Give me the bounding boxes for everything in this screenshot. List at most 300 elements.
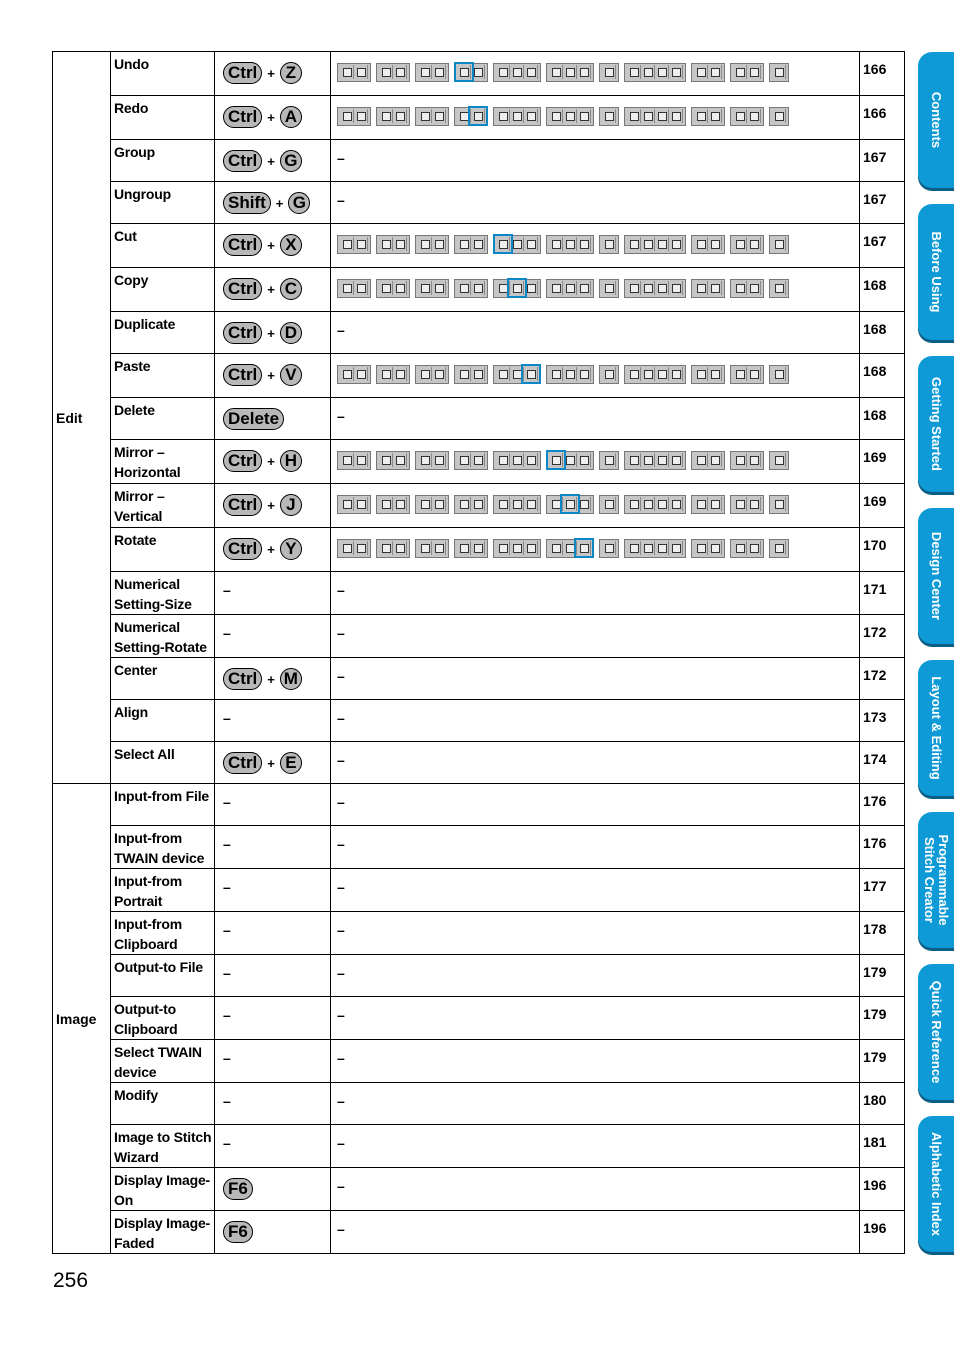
toolbar-group (376, 63, 410, 82)
page-reference: 167 (860, 224, 905, 268)
toolbar-group (624, 279, 686, 298)
b6-icon (708, 237, 722, 251)
shortcut-cell (215, 1211, 331, 1254)
toolbar-group (599, 63, 619, 82)
toolbar-group (454, 107, 488, 126)
b2-icon (641, 281, 655, 295)
toolbar-cell (331, 1040, 860, 1083)
dash: – (337, 668, 345, 684)
toolbar-group (599, 107, 619, 126)
new-icon (340, 237, 354, 251)
b7-icon (733, 65, 747, 79)
export-icon (393, 237, 407, 251)
toolbar-group (599, 495, 619, 514)
toolbar-group (546, 539, 594, 558)
toolbar-group (454, 365, 488, 384)
key-cap: Ctrl (223, 234, 262, 256)
export-icon (393, 109, 407, 123)
redo-icon (471, 367, 485, 381)
b8-icon (747, 281, 761, 295)
toolbar-group (769, 235, 789, 254)
saveas-icon (432, 109, 446, 123)
toolbar-group (376, 539, 410, 558)
key-cap: E (280, 752, 302, 774)
toolbar-cell (331, 997, 860, 1040)
zoom-icon (602, 497, 616, 511)
command-name: Copy (111, 268, 215, 312)
copy-icon (510, 281, 524, 295)
toolbar-group (730, 107, 764, 126)
b1-icon (627, 237, 641, 251)
toolbar-group (376, 235, 410, 254)
command-name: Group (111, 140, 215, 182)
b5-icon (694, 65, 708, 79)
mirror-h-icon (549, 497, 563, 511)
b2-icon (641, 453, 655, 467)
key-cap: J (280, 494, 302, 516)
key-cap: G (280, 150, 302, 172)
toolbar-cell (331, 52, 860, 96)
key-cap: V (280, 364, 302, 386)
command-name: Ungroup (111, 182, 215, 224)
table-row (53, 658, 905, 700)
side-tab-design-center[interactable] (918, 508, 954, 644)
toolbar-group (337, 279, 371, 298)
side-tab-contents[interactable] (918, 52, 954, 188)
dash: – (337, 710, 345, 726)
b1-icon (627, 453, 641, 467)
plus-sign: + (267, 65, 275, 81)
b3-icon (655, 453, 669, 467)
import-icon (379, 281, 393, 295)
b9-icon (772, 367, 786, 381)
b1-icon (627, 541, 641, 555)
b6-icon (708, 453, 722, 467)
b6-icon (708, 65, 722, 79)
toolbar-cell (331, 268, 860, 312)
b6-icon (708, 367, 722, 381)
toolbar-group (415, 235, 449, 254)
page-reference: 179 (860, 955, 905, 997)
b8-icon (747, 109, 761, 123)
shortcut-cell (215, 700, 331, 742)
plus-sign: + (267, 281, 275, 297)
toolbar-group (730, 451, 764, 470)
save-icon (418, 109, 432, 123)
toolbar-group (493, 107, 541, 126)
b2-icon (641, 65, 655, 79)
table-row (53, 997, 905, 1040)
command-name: Select All (111, 742, 215, 784)
key-cap: Z (280, 62, 302, 84)
toolbar-group (376, 279, 410, 298)
command-name: Input-from File (111, 784, 215, 826)
mirror-h-icon (549, 109, 563, 123)
b4-icon (669, 453, 683, 467)
mirror-v-icon (563, 367, 577, 381)
command-name: Rotate (111, 528, 215, 572)
table-row (53, 742, 905, 784)
cut-icon (496, 367, 510, 381)
mirror-v-icon (563, 109, 577, 123)
toolbar-group (454, 495, 488, 514)
zoom-icon (602, 541, 616, 555)
toolbar-group (337, 495, 371, 514)
page-reference: 168 (860, 398, 905, 440)
table-row (53, 1125, 905, 1168)
shortcut-cell (215, 140, 331, 182)
b5-icon (694, 367, 708, 381)
b5-icon (694, 281, 708, 295)
key-cap: H (280, 450, 302, 472)
toolbar-group (337, 451, 371, 470)
shortcut-cell (215, 440, 331, 484)
command-name: Select TWAIN device (111, 1040, 215, 1083)
save-icon (418, 237, 432, 251)
undo-icon (457, 367, 471, 381)
b2-icon (641, 541, 655, 555)
dash: – (337, 1093, 345, 1109)
dash: – (337, 1178, 345, 1194)
key-cap: Shift (223, 192, 271, 214)
rotate-icon (577, 367, 591, 381)
zoom-icon (602, 281, 616, 295)
table-row (53, 826, 905, 869)
paste-icon (524, 497, 538, 511)
open-icon (354, 541, 368, 555)
mirror-v-icon (563, 497, 577, 511)
table-row (53, 1211, 905, 1254)
b7-icon (733, 367, 747, 381)
paste-icon (524, 367, 538, 381)
b7-icon (733, 497, 747, 511)
toolbar-cell (331, 398, 860, 440)
page-reference: 167 (860, 140, 905, 182)
toolbar-image (337, 106, 859, 126)
toolbar-group (691, 107, 725, 126)
toolbar-cell (331, 1125, 860, 1168)
b1-icon (627, 367, 641, 381)
dash: – (337, 582, 345, 598)
toolbar-cell (331, 700, 860, 742)
shortcut-cell (215, 826, 331, 869)
page-reference: 171 (860, 572, 905, 615)
toolbar-group (769, 495, 789, 514)
side-tab-alphabetic-index[interactable] (918, 1116, 954, 1252)
toolbar-group (730, 279, 764, 298)
toolbar-cell (331, 140, 860, 182)
toolbar-group (493, 539, 541, 558)
redo-icon (471, 237, 485, 251)
toolbar-cell (331, 96, 860, 140)
toolbar-cell (331, 742, 860, 784)
b7-icon (733, 541, 747, 555)
command-name: Input-from Portrait (111, 869, 215, 912)
saveas-icon (432, 497, 446, 511)
toolbar-group (599, 451, 619, 470)
new-icon (340, 541, 354, 555)
table-row (53, 52, 905, 96)
shortcut-cell (215, 615, 331, 658)
rotate-icon (577, 281, 591, 295)
dash: – (337, 752, 345, 768)
toolbar-group (415, 279, 449, 298)
shortcut-cell (215, 398, 331, 440)
undo-icon (457, 65, 471, 79)
dash: – (337, 922, 345, 938)
toolbar-group (454, 235, 488, 254)
key-cap: Ctrl (223, 322, 262, 344)
b6-icon (708, 541, 722, 555)
table-row (53, 955, 905, 997)
key-cap: Ctrl (223, 538, 262, 560)
copy-icon (510, 367, 524, 381)
page-reference: 168 (860, 312, 905, 354)
key-cap: Ctrl (223, 450, 262, 472)
page-number: 256 (53, 1269, 89, 1292)
plus-sign: + (267, 237, 275, 253)
toolbar-group (730, 365, 764, 384)
b3-icon (655, 109, 669, 123)
saveas-icon (432, 367, 446, 381)
b1-icon (627, 281, 641, 295)
toolbar-cell (331, 1168, 860, 1211)
b3-icon (655, 281, 669, 295)
paste-icon (524, 237, 538, 251)
mirror-v-icon (563, 281, 577, 295)
toolbar-group (730, 235, 764, 254)
b9-icon (772, 237, 786, 251)
b3-icon (655, 65, 669, 79)
toolbar-group (337, 63, 371, 82)
plus-sign: + (267, 109, 275, 125)
b1-icon (627, 497, 641, 511)
undo-icon (457, 541, 471, 555)
page-reference: 168 (860, 354, 905, 398)
saveas-icon (432, 453, 446, 467)
side-tab-before-using[interactable] (918, 204, 954, 340)
rotate-icon (577, 237, 591, 251)
b4-icon (669, 237, 683, 251)
saveas-icon (432, 541, 446, 555)
page-reference: 166 (860, 52, 905, 96)
menu-group-label: Edit (53, 52, 111, 784)
side-tab-quick-reference[interactable] (918, 964, 954, 1100)
key-cap: Ctrl (223, 62, 262, 84)
saveas-icon (432, 237, 446, 251)
plus-sign: + (267, 367, 275, 383)
toolbar-group (730, 63, 764, 82)
b3-icon (655, 367, 669, 381)
plus-sign: + (275, 195, 284, 211)
open-icon (354, 453, 368, 467)
shortcut-cell (215, 784, 331, 826)
page-reference: 176 (860, 784, 905, 826)
command-name: Display Image-On (111, 1168, 215, 1211)
paste-icon (524, 65, 538, 79)
key-cap: X (280, 234, 302, 256)
import-icon (379, 497, 393, 511)
shortcut-cell (215, 52, 331, 96)
key-cap: F6 (223, 1178, 253, 1200)
shortcut-cell (215, 268, 331, 312)
undo-icon (457, 453, 471, 467)
side-tab-layout-editing[interactable] (918, 660, 954, 796)
paste-icon (524, 541, 538, 555)
mirror-h-icon (549, 541, 563, 555)
dash: – (337, 1135, 345, 1151)
table-row (53, 528, 905, 572)
b9-icon (772, 541, 786, 555)
page-reference: 179 (860, 1040, 905, 1083)
page-reference: 176 (860, 826, 905, 869)
toolbar-group (493, 279, 541, 298)
toolbar-cell (331, 869, 860, 912)
dash: – (337, 1050, 345, 1066)
cut-icon (496, 453, 510, 467)
toolbar-group (546, 279, 594, 298)
side-tab-getting-started[interactable] (918, 356, 954, 492)
dash: – (223, 582, 231, 598)
toolbar-group (337, 365, 371, 384)
save-icon (418, 497, 432, 511)
shortcut-cell (215, 96, 331, 140)
toolbar-group (599, 365, 619, 384)
b1-icon (627, 65, 641, 79)
dash: – (223, 1135, 231, 1151)
shortcut-cell (215, 1125, 331, 1168)
toolbar-group (376, 365, 410, 384)
cut-icon (496, 541, 510, 555)
import-icon (379, 65, 393, 79)
command-name: Mirror – Horizontal (111, 440, 215, 484)
toolbar-group (624, 107, 686, 126)
new-icon (340, 109, 354, 123)
toolbar-cell (331, 955, 860, 997)
side-tab-programmable-stitch-creator[interactable] (918, 812, 954, 948)
page-reference: 173 (860, 700, 905, 742)
shortcut-cell (215, 997, 331, 1040)
open-icon (354, 367, 368, 381)
dash: – (223, 1007, 231, 1023)
b3-icon (655, 541, 669, 555)
table-row (53, 572, 905, 615)
export-icon (393, 367, 407, 381)
toolbar-group (624, 539, 686, 558)
toolbar-cell (331, 658, 860, 700)
b4-icon (669, 109, 683, 123)
dash: – (337, 625, 345, 641)
table-row (53, 700, 905, 742)
table-row (53, 484, 905, 528)
toolbar-image (337, 62, 859, 82)
save-icon (418, 65, 432, 79)
table-row (53, 182, 905, 224)
key-cap: F6 (223, 1221, 253, 1243)
command-name: Modify (111, 1083, 215, 1125)
save-icon (418, 367, 432, 381)
page-reference: 172 (860, 615, 905, 658)
redo-icon (471, 497, 485, 511)
b8-icon (747, 65, 761, 79)
command-name: Paste (111, 354, 215, 398)
dash: – (337, 150, 345, 166)
side-tab-label: Quick Reference (929, 980, 944, 1084)
saveas-icon (432, 65, 446, 79)
toolbar-group (691, 365, 725, 384)
b9-icon (772, 281, 786, 295)
plus-sign: + (267, 453, 275, 469)
open-icon (354, 65, 368, 79)
paste-icon (524, 453, 538, 467)
side-tab-label: Contents (929, 91, 944, 149)
toolbar-cell (331, 528, 860, 572)
toolbar-group (415, 63, 449, 82)
command-name: Image to Stitch Wizard (111, 1125, 215, 1168)
toolbar-group (454, 63, 488, 82)
toolbar-group (546, 63, 594, 82)
toolbar-group (769, 451, 789, 470)
toolbar-cell (331, 312, 860, 354)
toolbar-cell (331, 224, 860, 268)
key-cap: A (280, 106, 302, 128)
toolbar-cell (331, 1083, 860, 1125)
toolbar-group (691, 63, 725, 82)
toolbar-image (337, 450, 859, 470)
b8-icon (747, 453, 761, 467)
toolbar-group (493, 235, 541, 254)
shortcut-cell (215, 912, 331, 955)
toolbar-group (599, 279, 619, 298)
plus-sign: + (267, 325, 275, 341)
command-name: Numerical Setting-Rotate (111, 615, 215, 658)
toolbar-cell (331, 572, 860, 615)
toolbar-group (376, 495, 410, 514)
dash: – (337, 322, 345, 338)
toolbar-group (337, 107, 371, 126)
toolbar-group (769, 279, 789, 298)
page-reference: 179 (860, 997, 905, 1040)
rotate-icon (577, 65, 591, 79)
dash: – (337, 1221, 345, 1237)
toolbar-group (493, 63, 541, 82)
command-name: Delete (111, 398, 215, 440)
table-row (53, 268, 905, 312)
b8-icon (747, 497, 761, 511)
page-reference: 196 (860, 1168, 905, 1211)
b8-icon (747, 541, 761, 555)
toolbar-cell (331, 182, 860, 224)
mirror-h-icon (549, 281, 563, 295)
toolbar-group (769, 63, 789, 82)
zoom-icon (602, 109, 616, 123)
save-icon (418, 453, 432, 467)
b2-icon (641, 237, 655, 251)
toolbar-group (599, 235, 619, 254)
undo-icon (457, 109, 471, 123)
b3-icon (655, 237, 669, 251)
toolbar-image (337, 234, 859, 254)
shortcut-cell (215, 955, 331, 997)
toolbar-cell (331, 354, 860, 398)
import-icon (379, 237, 393, 251)
b1-icon (627, 109, 641, 123)
undo-icon (457, 497, 471, 511)
command-name: Redo (111, 96, 215, 140)
command-name: Numerical Setting-Size (111, 572, 215, 615)
dash: – (223, 836, 231, 852)
table-row (53, 140, 905, 182)
